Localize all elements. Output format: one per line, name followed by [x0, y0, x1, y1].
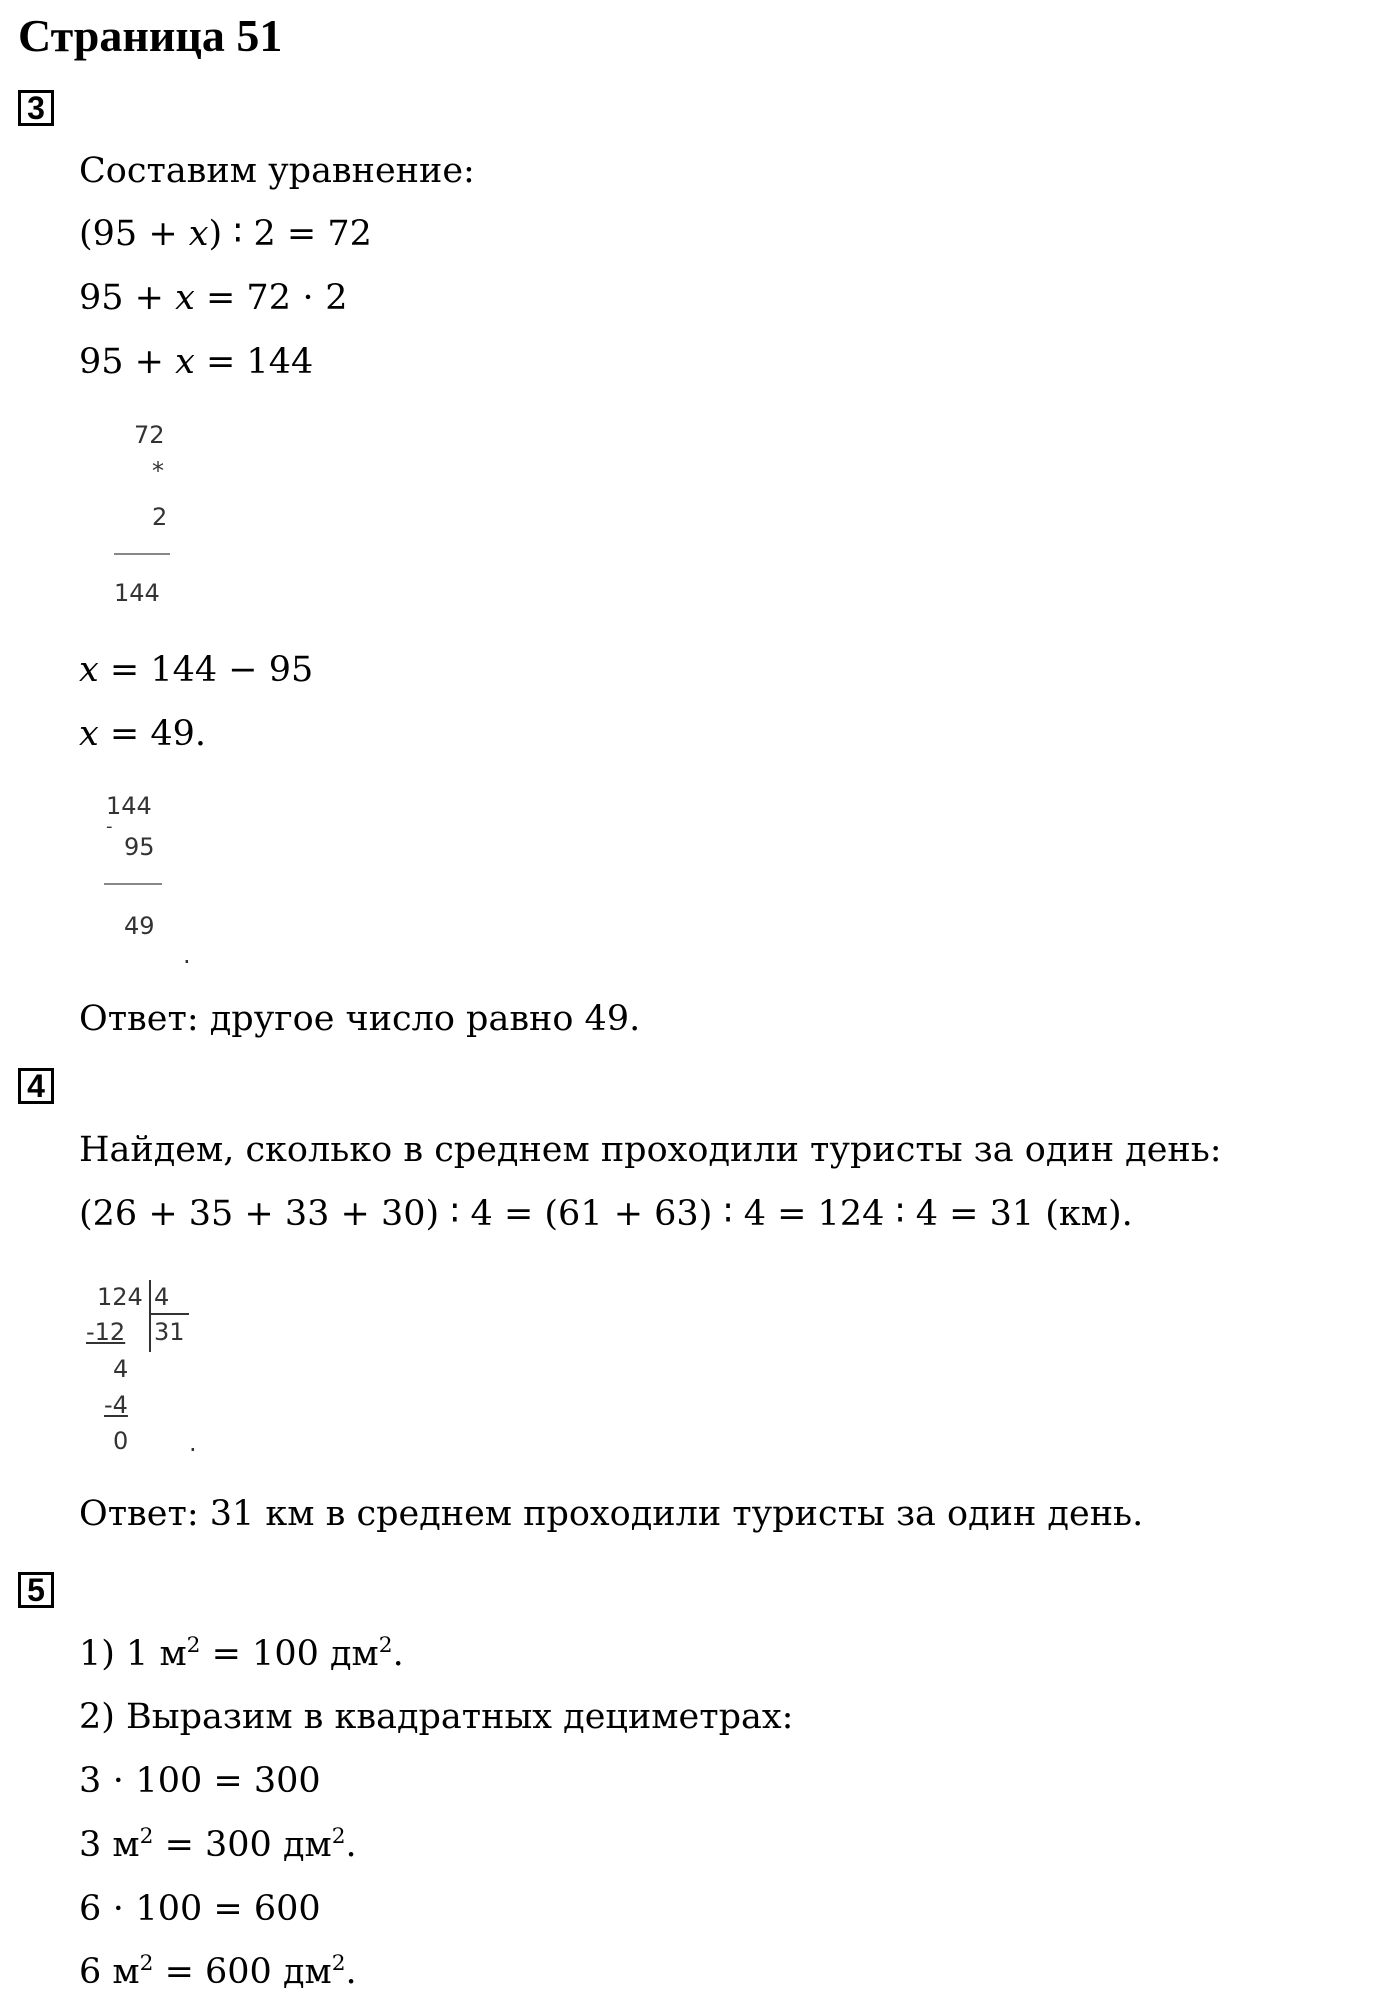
division-remainder: 4	[113, 1355, 129, 1383]
division-divisor-line	[149, 1313, 189, 1315]
task-number: 4	[18, 1068, 54, 1104]
division-vertical-line	[149, 1280, 151, 1352]
equation-line: 6 ⋅ 100 = 600	[79, 1889, 321, 1929]
task-number: 3	[18, 90, 54, 126]
line-text: .	[345, 1825, 357, 1865]
calc-dot: .	[183, 941, 191, 969]
calc-rule	[104, 883, 162, 885]
calc-dot: .	[189, 1429, 197, 1457]
division-remainder: 0	[113, 1427, 129, 1455]
page-title: Страница 51	[18, 10, 283, 61]
calc-operand: 72	[134, 421, 165, 449]
line-text: = 300 дм	[153, 1825, 332, 1865]
division-quotient: 31	[154, 1318, 185, 1346]
equation-line: 3 ⋅ 100 = 300	[79, 1761, 321, 1801]
division-dividend: 124	[97, 1283, 143, 1311]
task-number: 5	[18, 1572, 54, 1608]
equation-line: 𝑥 = 144 − 95	[79, 650, 314, 690]
superscript: 2	[378, 1632, 393, 1658]
text-line: 2) Выразим в квадратных дециметрах:	[79, 1697, 794, 1737]
line-text: 1) 1 м	[79, 1634, 187, 1674]
line-text: 3 м	[79, 1825, 140, 1865]
superscript: 2	[139, 1823, 154, 1849]
calc-rule	[114, 553, 170, 555]
calc-result: 49	[124, 912, 155, 940]
division-subtrahend: -12	[86, 1318, 126, 1346]
calc-result: 144	[114, 579, 160, 607]
superscript: 2	[331, 1823, 346, 1849]
equation-line	[79, 1630, 404, 1678]
calc-operand: 2	[152, 503, 168, 531]
equation-line: (26 + 35 + 33 + 30) ∶ 4 = (61 + 63) ∶ 4 = 124 ∶ 4 = 31 (км).	[79, 1194, 1133, 1234]
line-text: 6 м	[79, 1952, 140, 1992]
division-subtrahend: -4	[104, 1391, 128, 1419]
equation-line	[79, 1821, 357, 1869]
superscript: 2	[331, 1950, 346, 1976]
answer-line: Ответ: 31 км в среднем проходили туристы за один день.	[79, 1494, 1144, 1534]
equation-line: 95 + 𝑥 = 144	[79, 342, 314, 382]
equation-line: 95 + 𝑥 = 72 ⋅ 2	[79, 278, 348, 318]
text-line: Составим уравнение:	[79, 151, 475, 191]
text-line: Найдем, сколько в среднем проходили туристы за один день:	[79, 1130, 1222, 1170]
equation-line: (95 + 𝑥) ∶ 2 = 72	[79, 214, 372, 254]
equation-line	[79, 1948, 357, 1996]
equation-line: 𝑥 = 49.	[79, 714, 206, 754]
superscript: 2	[139, 1950, 154, 1976]
calc-operand: 95	[124, 833, 155, 861]
division-divisor: 4	[154, 1283, 170, 1311]
answer-line: Ответ: другое число равно 49.	[79, 999, 641, 1039]
line-text: = 100 дм	[200, 1634, 379, 1674]
line-text: .	[392, 1634, 404, 1674]
line-text: .	[345, 1952, 357, 1992]
calc-operand: 144	[106, 792, 152, 820]
line-text: = 600 дм	[153, 1952, 332, 1992]
calc-operator: -	[106, 816, 113, 837]
superscript: 2	[186, 1632, 201, 1658]
calc-operator: *	[152, 457, 164, 485]
